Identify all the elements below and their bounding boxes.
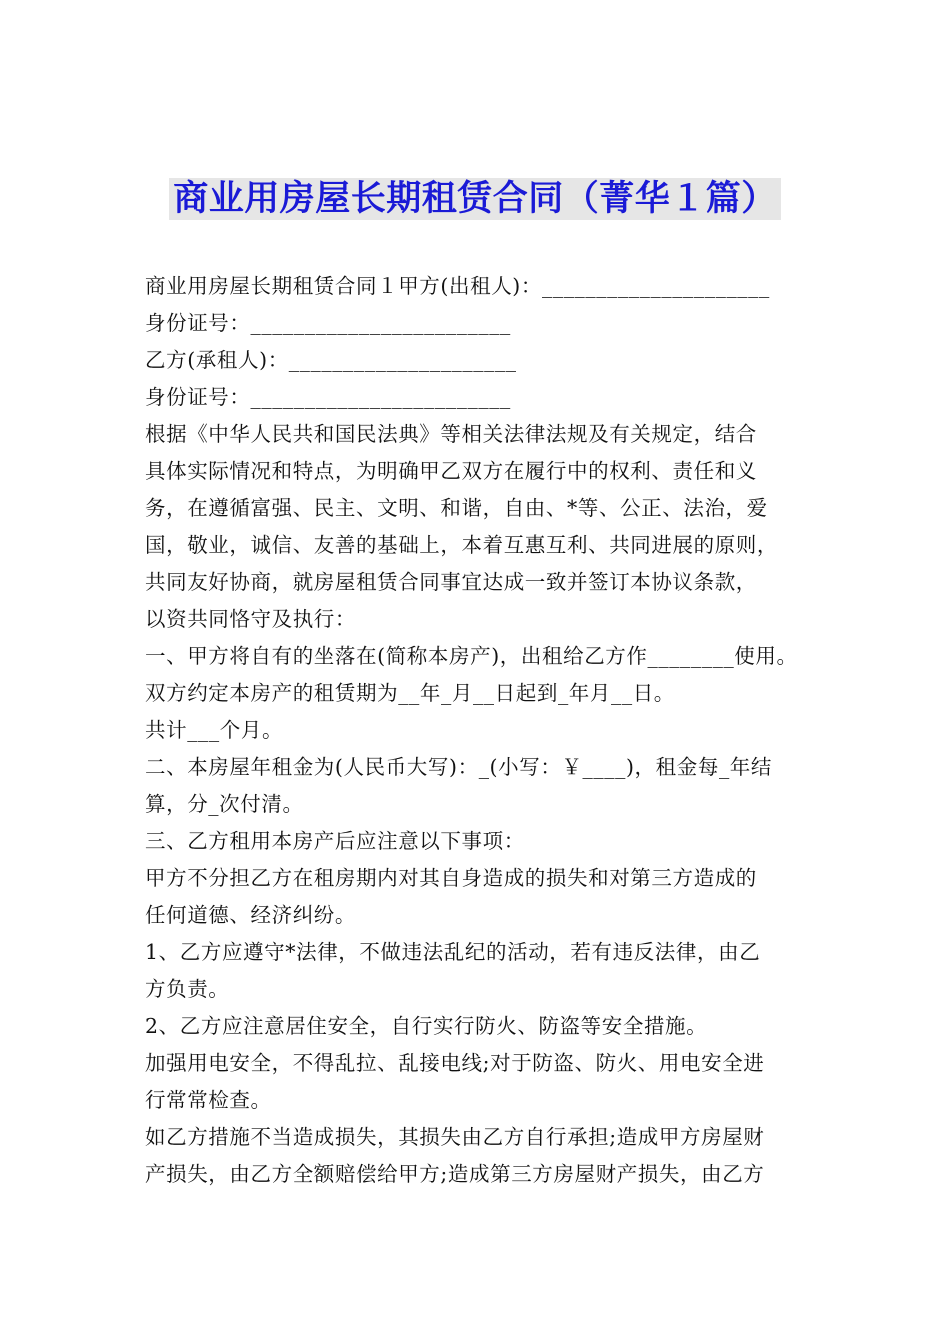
body-line: 一、甲方将自有的坐落在(简称本房产)，出租给乙方作________使用。 <box>145 644 798 668</box>
body-line: 加强用电安全，不得乱拉、乱接电线;对于防盗、防火、用电安全进 <box>145 1051 765 1075</box>
document-title: 商业用房屋长期租赁合同（菁华１篇） <box>169 178 781 220</box>
body-line: 国，敬业，诚信、友善的基础上，本着互惠互利、共同进展的原则， <box>145 533 778 557</box>
body-line: 1、乙方应遵守*法律，不做违法乱纪的活动，若有违反法律，由乙 <box>145 940 761 964</box>
body-line: 双方约定本房产的租赁期为__年_月__日起到_年月__日。 <box>145 681 675 705</box>
document-body <box>145 268 825 1193</box>
body-line: 产损失，由乙方全额赔偿给甲方;造成第三方房屋财产损失，由乙方 <box>145 1162 765 1186</box>
body-line: 商业用房屋长期租赁合同１甲方(出租人)：_____________________ <box>145 274 770 298</box>
body-line: 方负责。 <box>145 977 230 1001</box>
body-line: 甲方不分担乙方在租房期内对其自身造成的损失和对第三方造成的 <box>145 866 757 890</box>
body-line: 行常常检查。 <box>145 1088 272 1112</box>
body-line: 乙方(承租人)：_____________________ <box>145 348 517 372</box>
body-line: 二、本房屋年租金为(人民币大写)：_(小写：￥____)，租金每_年结 <box>145 755 772 779</box>
body-line: 以资共同恪守及执行： <box>145 607 356 631</box>
body-line: 任何道德、经济纠纷。 <box>145 903 356 927</box>
body-line: 身份证号：________________________ <box>145 311 511 335</box>
body-line: 算，分_次付清。 <box>145 792 304 816</box>
title-container <box>0 178 950 220</box>
body-line: 身份证号：________________________ <box>145 385 511 409</box>
body-line: 三、乙方租用本房产后应注意以下事项： <box>145 829 525 853</box>
body-line: 共同友好协商，就房屋租赁合同事宜达成一致并签订本协议条款， <box>145 570 757 594</box>
body-line: 务，在遵循富强、民主、文明、和谐，自由、*等、公正、法治，爱 <box>145 496 768 520</box>
body-line: 如乙方措施不当造成损失，其损失由乙方自行承担;造成甲方房屋财 <box>145 1125 765 1149</box>
body-line: 2、乙方应注意居住安全，自行实行防火、防盗等安全措施。 <box>145 1014 708 1038</box>
body-line: 共计___个月。 <box>145 718 284 742</box>
body-line: 具体实际情况和特点，为明确甲乙双方在履行中的权利、责任和义 <box>145 459 757 483</box>
body-line: 根据《中华人民共和国民法典》等相关法律法规及有关规定，结合 <box>145 422 757 446</box>
